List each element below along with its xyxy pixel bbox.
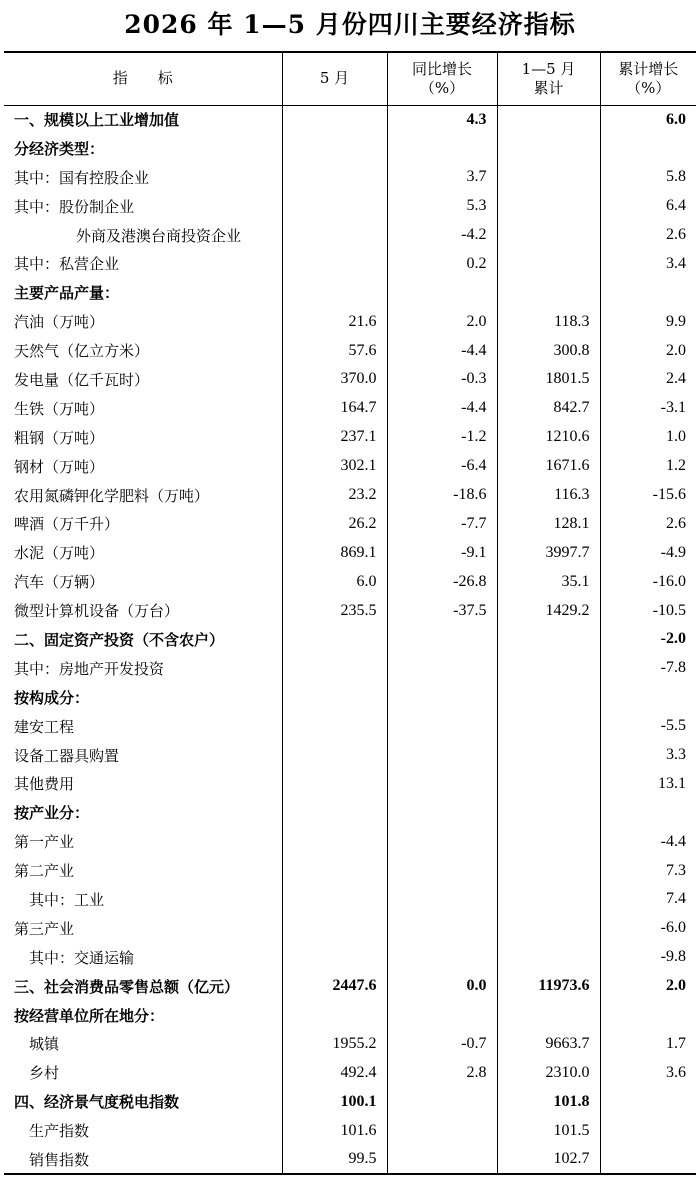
cell-cumulative-growth: -4.4 <box>600 827 696 856</box>
row-indicator-label: 其中：股份制企业 <box>14 197 135 216</box>
row-indicator-name <box>4 1030 282 1059</box>
cell-cumulative <box>497 1001 600 1030</box>
cell-may <box>282 654 387 683</box>
cell-cumulative-growth: -7.8 <box>600 654 696 683</box>
cell-cumulative <box>497 914 600 943</box>
cell-yoy: 2.8 <box>387 1058 497 1087</box>
row-indicator-label: 天然气（亿立方米） <box>14 342 150 361</box>
cell-yoy: -4.4 <box>387 394 497 423</box>
table-row <box>4 625 696 654</box>
cell-yoy: -18.6 <box>387 481 497 510</box>
cell-cumulative <box>497 134 600 163</box>
cell-yoy <box>387 134 497 163</box>
table-row <box>4 827 696 856</box>
cell-cumulative <box>497 105 600 134</box>
table-row <box>4 683 696 712</box>
row-indicator-name <box>4 885 282 914</box>
cell-yoy <box>387 943 497 972</box>
cell-may <box>282 885 387 914</box>
row-indicator-label: 主要产品产量： <box>14 284 120 303</box>
cell-cumulative-growth: -2.0 <box>600 625 696 654</box>
row-indicator-label: 其中：房地产开发投资 <box>14 659 165 678</box>
header-indicator: 指 标 <box>4 52 282 105</box>
row-indicator-label: 其他费用 <box>14 775 75 794</box>
row-indicator-name <box>4 567 282 596</box>
indicator-table <box>4 51 696 1175</box>
cell-cumulative: 128.1 <box>497 509 600 538</box>
table-row <box>4 134 696 163</box>
row-indicator-name <box>4 914 282 943</box>
cell-cumulative <box>497 798 600 827</box>
row-indicator-label: 其中：工业 <box>29 890 105 909</box>
cell-may <box>282 163 387 192</box>
row-indicator-name <box>4 509 282 538</box>
row-indicator-label: 微型计算机设备（万台） <box>14 602 180 621</box>
cell-cumulative-growth: 6.0 <box>600 105 696 134</box>
cell-yoy <box>387 885 497 914</box>
table-row <box>4 712 696 741</box>
cell-may: 492.4 <box>282 1058 387 1087</box>
cell-cumulative-growth: 1.7 <box>600 1030 696 1059</box>
row-indicator-name <box>4 307 282 336</box>
table-row <box>4 741 696 770</box>
cell-cumulative-growth: -9.8 <box>600 943 696 972</box>
cell-yoy <box>387 769 497 798</box>
row-indicator-label: 按构成分： <box>14 688 90 707</box>
row-indicator-name <box>4 798 282 827</box>
cell-yoy <box>387 625 497 654</box>
cell-may <box>282 1001 387 1030</box>
cell-may <box>282 249 387 278</box>
row-indicator-label: 第一产业 <box>14 833 75 852</box>
cell-cumulative <box>497 683 600 712</box>
row-indicator-name <box>4 856 282 885</box>
cell-cumulative-growth: 2.4 <box>600 365 696 394</box>
row-indicator-label: 钢材（万吨） <box>14 457 105 476</box>
row-indicator-label: 其中：私营企业 <box>14 255 120 274</box>
cell-cumulative-growth: 7.3 <box>600 856 696 885</box>
cell-cumulative <box>497 192 600 221</box>
row-indicator-name <box>4 596 282 625</box>
cell-may <box>282 798 387 827</box>
row-indicator-name <box>4 1001 282 1030</box>
cell-may <box>282 741 387 770</box>
table-row <box>4 336 696 365</box>
row-indicator-name <box>4 683 282 712</box>
row-indicator-label: 发电量（亿千瓦时） <box>14 370 150 389</box>
cell-yoy: -37.5 <box>387 596 497 625</box>
row-indicator-name <box>4 192 282 221</box>
cell-may <box>282 683 387 712</box>
header-yoy-line2: （%） <box>419 78 465 97</box>
cell-yoy <box>387 654 497 683</box>
cell-cumulative <box>497 741 600 770</box>
row-indicator-name <box>4 943 282 972</box>
table-row <box>4 856 696 885</box>
row-indicator-name <box>4 336 282 365</box>
cell-cumulative-growth: 2.0 <box>600 336 696 365</box>
table-row <box>4 538 696 567</box>
cell-may: 101.6 <box>282 1116 387 1145</box>
cell-cumulative <box>497 163 600 192</box>
cell-yoy: -4.2 <box>387 221 497 250</box>
row-indicator-label: 生铁（万吨） <box>14 399 105 418</box>
row-indicator-label: 销售指数 <box>29 1150 90 1169</box>
row-indicator-name <box>4 769 282 798</box>
cell-may <box>282 105 387 134</box>
page-title: 2026 年 1—5 月份四川主要经济指标 <box>124 10 576 39</box>
cell-may: 235.5 <box>282 596 387 625</box>
row-indicator-name <box>4 423 282 452</box>
cell-cumulative-growth: 13.1 <box>600 769 696 798</box>
cell-may <box>282 278 387 307</box>
cell-cumulative-growth <box>600 1087 696 1116</box>
table-row <box>4 567 696 596</box>
row-indicator-label: 汽车（万辆） <box>14 573 105 592</box>
row-indicator-label: 其中：国有控股企业 <box>14 168 150 187</box>
cell-yoy: -1.2 <box>387 423 497 452</box>
row-indicator-name <box>4 712 282 741</box>
row-indicator-label: 啤酒（万千升） <box>14 515 120 534</box>
cell-cumulative-growth: -16.0 <box>600 567 696 596</box>
table-row <box>4 105 696 134</box>
row-indicator-name <box>4 221 282 250</box>
cell-cumulative-growth: -15.6 <box>600 481 696 510</box>
table-row <box>4 798 696 827</box>
row-indicator-label: 分经济类型： <box>14 139 105 158</box>
cell-may: 1955.2 <box>282 1030 387 1059</box>
table-row <box>4 1058 696 1087</box>
table-row <box>4 307 696 336</box>
cell-cumulative <box>497 856 600 885</box>
cell-cumulative: 118.3 <box>497 307 600 336</box>
row-indicator-name <box>4 105 282 134</box>
cell-cumulative-growth: 3.6 <box>600 1058 696 1087</box>
header-cumulative <box>497 52 600 105</box>
table-row <box>4 914 696 943</box>
cell-cumulative <box>497 769 600 798</box>
cell-yoy: -7.7 <box>387 509 497 538</box>
cell-cumulative-growth: -4.9 <box>600 538 696 567</box>
row-indicator-name <box>4 394 282 423</box>
cell-yoy: -9.1 <box>387 538 497 567</box>
cell-cumulative-growth: 1.2 <box>600 452 696 481</box>
row-indicator-label: 农用氮磷钾化学肥料（万吨） <box>14 486 210 505</box>
table-row <box>4 163 696 192</box>
cell-may <box>282 769 387 798</box>
table-header <box>4 52 696 105</box>
cell-yoy: 0.2 <box>387 249 497 278</box>
cell-cumulative <box>497 654 600 683</box>
cell-may: 237.1 <box>282 423 387 452</box>
cell-yoy <box>387 712 497 741</box>
cell-cumulative-growth: -3.1 <box>600 394 696 423</box>
row-indicator-name <box>4 1116 282 1145</box>
cell-cumulative-growth <box>600 134 696 163</box>
cell-cumulative-growth: 2.6 <box>600 221 696 250</box>
cell-yoy: -4.4 <box>387 336 497 365</box>
cell-cumulative-growth <box>600 683 696 712</box>
cell-cumulative-growth: 3.3 <box>600 741 696 770</box>
row-indicator-label: 第二产业 <box>14 862 75 881</box>
table-row <box>4 1116 696 1145</box>
cell-yoy <box>387 741 497 770</box>
cell-may: 21.6 <box>282 307 387 336</box>
row-indicator-label: 乡村 <box>29 1064 60 1083</box>
cell-cumulative <box>497 278 600 307</box>
cell-cumulative-growth <box>600 798 696 827</box>
row-indicator-label: 水泥（万吨） <box>14 544 105 563</box>
cell-may: 100.1 <box>282 1087 387 1116</box>
table-row <box>4 1001 696 1030</box>
cell-cumulative: 101.8 <box>497 1087 600 1116</box>
row-indicator-label: 第三产业 <box>14 919 75 938</box>
header-cumulative-line2: 累计 <box>533 78 564 97</box>
cell-cumulative <box>497 712 600 741</box>
cell-yoy <box>387 1087 497 1116</box>
cell-may <box>282 625 387 654</box>
cell-cumulative-growth: 9.9 <box>600 307 696 336</box>
row-indicator-label: 二、固定资产投资（不含农户） <box>14 630 225 649</box>
row-indicator-name <box>4 365 282 394</box>
table-row <box>4 481 696 510</box>
cell-may: 26.2 <box>282 509 387 538</box>
table-row <box>4 365 696 394</box>
cell-may <box>282 134 387 163</box>
row-indicator-name <box>4 452 282 481</box>
row-indicator-name <box>4 827 282 856</box>
cell-cumulative-growth: 2.6 <box>600 509 696 538</box>
cell-yoy <box>387 1001 497 1030</box>
table-row <box>4 1030 696 1059</box>
header-cumulative-growth-line2: （%） <box>626 78 671 97</box>
cell-cumulative: 2310.0 <box>497 1058 600 1087</box>
table-body <box>4 105 696 1174</box>
cell-cumulative-growth: -5.5 <box>600 712 696 741</box>
row-indicator-label: 汽油（万吨） <box>14 313 105 332</box>
cell-may: 2447.6 <box>282 972 387 1001</box>
cell-may: 164.7 <box>282 394 387 423</box>
table-row <box>4 394 696 423</box>
cell-may: 99.5 <box>282 1145 387 1174</box>
cell-may: 57.6 <box>282 336 387 365</box>
cell-cumulative: 11973.6 <box>497 972 600 1001</box>
header-cumulative-growth-line1: 累计增长 <box>618 59 679 78</box>
cell-cumulative-growth: -10.5 <box>600 596 696 625</box>
table-row <box>4 221 696 250</box>
row-indicator-name <box>4 163 282 192</box>
row-indicator-label: 按产业分： <box>14 804 90 823</box>
row-indicator-label: 生产指数 <box>29 1122 90 1141</box>
table-row <box>4 972 696 1001</box>
row-indicator-name <box>4 654 282 683</box>
cell-cumulative: 101.5 <box>497 1116 600 1145</box>
table-row <box>4 192 696 221</box>
cell-cumulative: 116.3 <box>497 481 600 510</box>
header-yoy-line1: 同比增长 <box>411 59 472 78</box>
cell-cumulative: 1801.5 <box>497 365 600 394</box>
row-indicator-label: 设备工器具购置 <box>14 746 120 765</box>
cell-cumulative <box>497 943 600 972</box>
row-indicator-label: 按经营单位所在地分： <box>14 1006 165 1025</box>
table-row <box>4 249 696 278</box>
cell-may: 302.1 <box>282 452 387 481</box>
cell-may <box>282 221 387 250</box>
cell-cumulative-growth <box>600 278 696 307</box>
header-may: 5 月 <box>282 52 387 105</box>
row-indicator-name <box>4 1145 282 1174</box>
cell-cumulative: 1671.6 <box>497 452 600 481</box>
row-indicator-name <box>4 625 282 654</box>
table-row <box>4 1087 696 1116</box>
cell-cumulative-growth: 3.4 <box>600 249 696 278</box>
row-indicator-label: 其中：交通运输 <box>29 948 135 967</box>
table-row <box>4 278 696 307</box>
cell-yoy: 0.0 <box>387 972 497 1001</box>
cell-cumulative-growth: 7.4 <box>600 885 696 914</box>
header-cumulative-line1: 1—5 月 <box>521 59 576 78</box>
cell-yoy <box>387 856 497 885</box>
cell-cumulative: 3997.7 <box>497 538 600 567</box>
row-indicator-name <box>4 741 282 770</box>
cell-yoy: -0.7 <box>387 1030 497 1059</box>
cell-may: 23.2 <box>282 481 387 510</box>
cell-cumulative: 35.1 <box>497 567 600 596</box>
row-indicator-name <box>4 278 282 307</box>
cell-cumulative: 9663.7 <box>497 1030 600 1059</box>
cell-yoy <box>387 914 497 943</box>
cell-yoy: 3.7 <box>387 163 497 192</box>
header-cumulative-growth <box>600 52 696 105</box>
header-row <box>4 52 696 105</box>
row-indicator-name <box>4 538 282 567</box>
cell-may <box>282 192 387 221</box>
row-indicator-label: 四、经济景气度税电指数 <box>14 1093 180 1112</box>
row-indicator-label: 一、规模以上工业增加值 <box>14 111 180 130</box>
row-indicator-name <box>4 972 282 1001</box>
cell-cumulative: 102.7 <box>497 1145 600 1174</box>
row-indicator-label: 建安工程 <box>14 717 75 736</box>
cell-yoy: -0.3 <box>387 365 497 394</box>
table-row <box>4 452 696 481</box>
cell-may: 869.1 <box>282 538 387 567</box>
cell-cumulative: 1429.2 <box>497 596 600 625</box>
table-row <box>4 769 696 798</box>
cell-may: 370.0 <box>282 365 387 394</box>
cell-may <box>282 827 387 856</box>
cell-yoy: 5.3 <box>387 192 497 221</box>
row-indicator-label: 外商及港澳台商投资企业 <box>76 226 242 245</box>
cell-cumulative <box>497 221 600 250</box>
cell-may <box>282 914 387 943</box>
cell-may <box>282 943 387 972</box>
cell-may: 6.0 <box>282 567 387 596</box>
row-indicator-name <box>4 481 282 510</box>
cell-cumulative <box>497 625 600 654</box>
table-row <box>4 596 696 625</box>
row-indicator-label: 粗钢（万吨） <box>14 428 105 447</box>
row-indicator-label: 城镇 <box>29 1035 60 1054</box>
table-row <box>4 509 696 538</box>
cell-cumulative <box>497 827 600 856</box>
table-row <box>4 654 696 683</box>
cell-cumulative-growth: -6.0 <box>600 914 696 943</box>
row-indicator-name <box>4 249 282 278</box>
cell-cumulative: 1210.6 <box>497 423 600 452</box>
cell-yoy: -6.4 <box>387 452 497 481</box>
cell-yoy: 4.3 <box>387 105 497 134</box>
table-row <box>4 423 696 452</box>
row-indicator-label: 三、社会消费品零售总额（亿元） <box>14 977 240 996</box>
cell-cumulative-growth: 2.0 <box>600 972 696 1001</box>
cell-yoy <box>387 683 497 712</box>
cell-cumulative-growth <box>600 1116 696 1145</box>
cell-may <box>282 856 387 885</box>
cell-cumulative: 842.7 <box>497 394 600 423</box>
cell-yoy <box>387 1116 497 1145</box>
cell-cumulative-growth: 5.8 <box>600 163 696 192</box>
table-row <box>4 1145 696 1174</box>
cell-cumulative <box>497 249 600 278</box>
table-row <box>4 943 696 972</box>
cell-cumulative-growth <box>600 1145 696 1174</box>
cell-cumulative-growth <box>600 1001 696 1030</box>
cell-yoy <box>387 798 497 827</box>
cell-yoy <box>387 827 497 856</box>
header-yoy <box>387 52 497 105</box>
table-row <box>4 885 696 914</box>
cell-yoy <box>387 1145 497 1174</box>
cell-cumulative <box>497 885 600 914</box>
cell-may <box>282 712 387 741</box>
cell-cumulative: 300.8 <box>497 336 600 365</box>
cell-yoy: -26.8 <box>387 567 497 596</box>
row-indicator-name <box>4 1058 282 1087</box>
cell-cumulative-growth: 6.4 <box>600 192 696 221</box>
cell-cumulative-growth: 1.0 <box>600 423 696 452</box>
row-indicator-name <box>4 134 282 163</box>
cell-yoy <box>387 278 497 307</box>
cell-yoy: 2.0 <box>387 307 497 336</box>
row-indicator-name <box>4 1087 282 1116</box>
